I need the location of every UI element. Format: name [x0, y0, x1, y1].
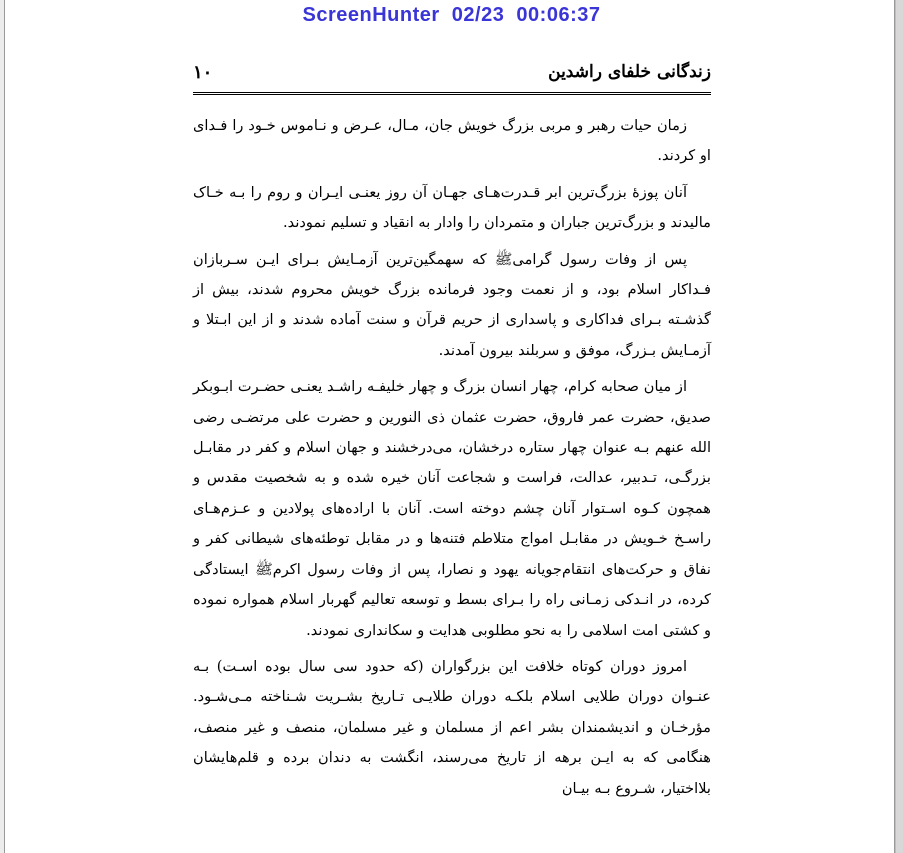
- paragraph: امروز دوران کوتاه خلافت این بزرگواران (که حدود سی سال بوده اسـت) بـه عنـوان دوران طلایی اسلام بلکـه دوران طلایـی تـاریخ بشـریت شـناخته مـی‌شـود. مؤرخـان و اندیشمندان بشر اعم از مسلمان و غیر مسلمان، منصف و غیر منصف، هنگامی که به ایـن برهه از تاریخ می‌رسند، انگشت به دندان برده و قلم‌هایشان بلااختیار، شـروع بـه بیـان: [193, 657, 711, 797]
- paragraph: از میان صحابه کرام، چهار انسان بزرگ و چهار خلیفـه راشـد یعنـی حضـرت ابـوبکر صدیق، حضرت عمر فاروق، حضرت عثمان ذی النورین و حضرت علی مرتضـی‌ رضی الله عنهم بـه عنوان چهار ستاره درخشان، می‌درخشند و جهان اسلام و کفر در مقابـل بزرگـی، تـدبیر، عدالت، فراست و شجاعت آنان خیره شده و به شخصیت مقدس و همچون کـوه اسـتوار آنان چشم دوخته است. آنان با اراده‌های پولادین و عـزم‌هـای راسـخ خـویش در مقابـل امواج متلاطم فتنه‌ها و در مقابل توطئه‌های شیطانی کفر و نفاق و حرکت‌های انتقام‌جویانه یهود و نصارا، پس از وفات رسول اکرمﷺ ایستادگی کرده، در انـدکی زمـانی راه را بـرای بسط و توسعه تعالیم گهربار اسلام همواره نموده و کشتی امت اسلامی را به نحو مطلوبی هدایت و سکانداری نمودند.: [193, 378, 711, 639]
- running-header: [193, 60, 711, 95]
- book-title: زندگانی خلفای راشدین: [548, 62, 711, 82]
- paragraph: پس از وفات رسول گرامیﷺ که سهمگین‌ترین آزمـایش بـرای ایـن سـربازان فـداکار اسلام بود، و از نعمت وجود فرمانده بزرگ خویش محروم شدند، بیش از گذشـته بـرای فداکاری و پاسداری از حریم قرآن و سنت آماده شدند و از این ابـتلا و آزمـایش بـزرگ، موفق و سربلند بیرون آمدند.: [193, 250, 711, 359]
- page-number: ۱۰: [193, 62, 213, 83]
- vertical-scrollbar[interactable]: [895, 0, 903, 853]
- paragraph: آنان پوزۀ بزرگ‌ترین ابر قـدرت‌هـای جهـان آن روز یعنـی ایـران و روم را بـه خـاک مالیدند و بزرگ‌ترین جباران و متمردان را وادار به انقیاد و تسلیم نمودند.: [193, 183, 711, 232]
- body-text: [193, 111, 711, 810]
- screenhunter-watermark: ScreenHunter 02/23 00:06:37: [302, 4, 601, 26]
- paragraph: زمان حیات رهبر و مربی بزرگ خویش جان، مـال، عـرض و نـاموس خـود را فـدای او کردند.: [193, 117, 711, 165]
